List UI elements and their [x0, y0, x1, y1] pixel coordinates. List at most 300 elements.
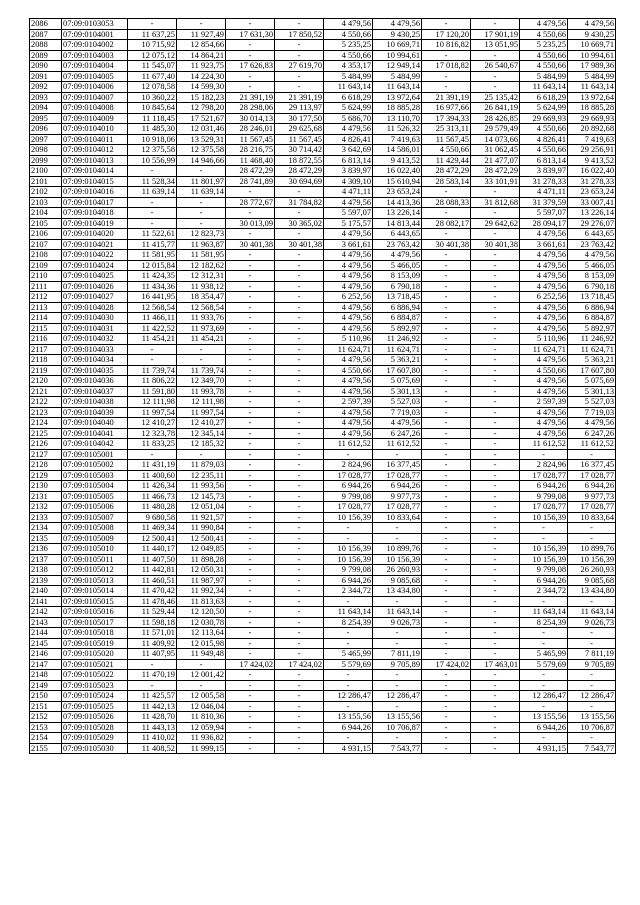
cell-col-9: - — [422, 281, 471, 292]
cell-col-8: - — [373, 680, 422, 691]
cell-col-9: - — [422, 428, 471, 439]
cell-col-6: - — [275, 187, 324, 198]
cell-col-5: - — [226, 19, 275, 30]
cell-col-5: - — [226, 386, 275, 397]
cell-col-11: 9 799,08 — [520, 491, 568, 502]
cell-col-9: - — [422, 586, 471, 597]
cell-col-3: 11 466,73 — [128, 491, 177, 502]
cell-col-6: - — [275, 397, 324, 408]
cell-col-4: 12 001,42 — [177, 670, 226, 681]
table-row — [30, 82, 616, 93]
cell-col-10: - — [471, 481, 520, 492]
table-row — [30, 323, 616, 334]
table-row — [30, 554, 616, 565]
cell-col-10: 31 812,68 — [471, 197, 520, 208]
cell-col-6: - — [275, 533, 324, 544]
cell-col-11: 3 661,61 — [520, 239, 568, 250]
cell-col-11: 4 479,56 — [520, 407, 568, 418]
cell-cadastral-block: 07:09:0104024 — [62, 260, 128, 271]
cell-col-7: 4 479,56 — [324, 124, 373, 135]
cell-col-3: 11 408,52 — [128, 743, 177, 754]
cell-col-4: 11 973,69 — [177, 323, 226, 334]
cell-col-9: - — [422, 512, 471, 523]
cell-col-11: 10 156,39 — [520, 512, 568, 523]
cell-row-number: 2155 — [30, 743, 62, 754]
cell-col-9: 21 391,19 — [422, 92, 471, 103]
cell-col-6: - — [275, 596, 324, 607]
cell-cadastral-block: 07:09:0104039 — [62, 407, 128, 418]
cell-col-8: 11 624,71 — [373, 344, 422, 355]
cell-col-3: 11 422,52 — [128, 323, 177, 334]
cell-col-5: - — [226, 628, 275, 639]
table-row — [30, 680, 616, 691]
cell-col-8: 15 610,94 — [373, 176, 422, 187]
cell-col-9: - — [422, 649, 471, 660]
cell-col-12: 13 226,14 — [568, 208, 616, 219]
cell-col-5: - — [226, 365, 275, 376]
cell-col-10: - — [471, 407, 520, 418]
cell-col-5: - — [226, 82, 275, 93]
cell-col-4: 12 051,04 — [177, 502, 226, 513]
cell-col-12: 10 833,64 — [568, 512, 616, 523]
cell-col-10: - — [471, 544, 520, 555]
cell-cadastral-block: 07:09:0104035 — [62, 365, 128, 376]
cell-col-4: - — [177, 218, 226, 229]
cell-col-6: - — [275, 260, 324, 271]
cell-col-8: 11 612,52 — [373, 439, 422, 450]
cell-col-7: 4 479,56 — [324, 386, 373, 397]
cell-cadastral-block: 07:09:0104009 — [62, 113, 128, 124]
cell-row-number: 2091 — [30, 71, 62, 82]
cell-col-5: 28 216,75 — [226, 145, 275, 156]
cell-col-11: 4 479,56 — [520, 19, 568, 30]
cell-col-3: 16 441,95 — [128, 292, 177, 303]
cell-row-number: 2099 — [30, 155, 62, 166]
cell-col-10: - — [471, 439, 520, 450]
cell-col-7: 4 479,56 — [324, 323, 373, 334]
cell-col-8: 13 434,80 — [373, 586, 422, 597]
cell-col-12: 6 443,65 — [568, 229, 616, 240]
cell-col-3: 10 715,92 — [128, 40, 177, 51]
cell-col-3: - — [128, 449, 177, 460]
cell-row-number: 2144 — [30, 628, 62, 639]
cell-col-11: 4 479,56 — [520, 386, 568, 397]
cell-col-5: - — [226, 607, 275, 618]
cell-col-7: - — [324, 523, 373, 534]
table-row — [30, 376, 616, 387]
cell-col-8: 6 944,26 — [373, 481, 422, 492]
cell-col-9: - — [422, 607, 471, 618]
cell-col-4: 12 015,98 — [177, 638, 226, 649]
cell-col-10: - — [471, 701, 520, 712]
cell-col-8: 23 653,24 — [373, 187, 422, 198]
cell-col-9: 28 472,29 — [422, 166, 471, 177]
cell-row-number: 2110 — [30, 271, 62, 282]
cell-cadastral-block: 07:09:0104025 — [62, 271, 128, 282]
cell-row-number: 2128 — [30, 460, 62, 471]
cell-col-8: 17 028,77 — [373, 470, 422, 481]
cell-col-11: - — [520, 638, 568, 649]
cell-col-7: 4 479,56 — [324, 418, 373, 429]
cell-col-4: 12 312,31 — [177, 271, 226, 282]
cell-col-7: 4 479,56 — [324, 355, 373, 366]
cell-row-number: 2141 — [30, 596, 62, 607]
cell-row-number: 2137 — [30, 554, 62, 565]
cell-cadastral-block: 07:09:0105023 — [62, 680, 128, 691]
cell-col-4: 18 354,47 — [177, 292, 226, 303]
cell-col-9: - — [422, 365, 471, 376]
cell-col-7: 4 931,15 — [324, 743, 373, 754]
cell-col-4: 11 810,36 — [177, 712, 226, 723]
cell-col-6: - — [275, 512, 324, 523]
cell-col-8: 10 156,39 — [373, 554, 422, 565]
cell-col-6: - — [275, 40, 324, 51]
cell-row-number: 2100 — [30, 166, 62, 177]
cell-col-8: 9 705,89 — [373, 659, 422, 670]
cell-col-3: 9 680,58 — [128, 512, 177, 523]
table-row — [30, 155, 616, 166]
cell-row-number: 2138 — [30, 565, 62, 576]
cell-col-3: 11 591,80 — [128, 386, 177, 397]
cell-col-12: 9 026,73 — [568, 617, 616, 628]
cell-col-7: 6 813,14 — [324, 155, 373, 166]
cell-row-number: 2093 — [30, 92, 62, 103]
cell-col-8: 6 886,94 — [373, 302, 422, 313]
cell-col-12: 4 479,56 — [568, 19, 616, 30]
cell-col-6: - — [275, 407, 324, 418]
table-row — [30, 733, 616, 744]
cell-col-11: 11 624,71 — [520, 344, 568, 355]
cell-col-7: 3 839,97 — [324, 166, 373, 177]
cell-col-10: - — [471, 523, 520, 534]
cell-col-9: - — [422, 533, 471, 544]
cell-col-3: - — [128, 680, 177, 691]
table-body — [30, 19, 616, 754]
cell-row-number: 2142 — [30, 607, 62, 618]
cell-col-7: 5 686,70 — [324, 113, 373, 124]
cell-cadastral-block: 07:09:0104028 — [62, 302, 128, 313]
cell-col-12: - — [568, 670, 616, 681]
table-row — [30, 197, 616, 208]
cell-col-10: - — [471, 691, 520, 702]
cell-col-11: 6 813,14 — [520, 155, 568, 166]
cell-col-10: - — [471, 733, 520, 744]
cell-row-number: 2149 — [30, 680, 62, 691]
cell-col-4: 11 963,87 — [177, 239, 226, 250]
cell-col-11: 4 550,66 — [520, 145, 568, 156]
cell-col-12: 6 886,94 — [568, 302, 616, 313]
cell-col-3: 11 571,01 — [128, 628, 177, 639]
cell-col-6: - — [275, 386, 324, 397]
cell-col-7: 4 471,11 — [324, 187, 373, 198]
cell-col-12: 6 944,26 — [568, 481, 616, 492]
cell-col-3: 12 500,41 — [128, 533, 177, 544]
cell-col-11: 2 824,96 — [520, 460, 568, 471]
cell-cadastral-block: 07:09:0105009 — [62, 533, 128, 544]
cell-cadastral-block: 07:09:0105017 — [62, 617, 128, 628]
cell-col-7: 4 479,56 — [324, 313, 373, 324]
cell-col-12: 6 247,26 — [568, 428, 616, 439]
cell-col-8: - — [373, 670, 422, 681]
table-row — [30, 533, 616, 544]
cell-col-9: - — [422, 71, 471, 82]
cell-col-11: 4 550,66 — [520, 365, 568, 376]
cell-col-11: 17 028,77 — [520, 502, 568, 513]
cell-col-5: 17 631,30 — [226, 29, 275, 40]
cell-cadastral-block: 07:09:0105024 — [62, 691, 128, 702]
cell-col-4: 14 946,66 — [177, 155, 226, 166]
cell-col-10: - — [471, 680, 520, 691]
cell-col-4: - — [177, 166, 226, 177]
cell-col-6: - — [275, 449, 324, 460]
cell-col-12: 11 246,92 — [568, 334, 616, 345]
cell-col-4: 15 182,23 — [177, 92, 226, 103]
cell-row-number: 2131 — [30, 491, 62, 502]
cell-cadastral-block: 07:09:0105002 — [62, 460, 128, 471]
cell-col-5: - — [226, 428, 275, 439]
table-row — [30, 292, 616, 303]
table-row — [30, 29, 616, 40]
table-row — [30, 386, 616, 397]
cell-col-8: 9 977,73 — [373, 491, 422, 502]
cell-col-9: 16 977,66 — [422, 103, 471, 114]
cell-row-number: 2123 — [30, 407, 62, 418]
cell-col-8: 9 413,52 — [373, 155, 422, 166]
cell-col-8: 23 763,42 — [373, 239, 422, 250]
cell-cadastral-block: 07:09:0105008 — [62, 523, 128, 534]
cell-col-6: 21 391,19 — [275, 92, 324, 103]
cell-col-12: 12 286,47 — [568, 691, 616, 702]
table-row — [30, 397, 616, 408]
table-row — [30, 460, 616, 471]
cell-cadastral-block: 07:09:0104022 — [62, 250, 128, 261]
cell-cadastral-block: 07:09:0105020 — [62, 649, 128, 660]
cell-col-3: - — [128, 218, 177, 229]
cell-col-3: 11 426,34 — [128, 481, 177, 492]
cell-col-4: - — [177, 659, 226, 670]
cell-col-9: - — [422, 334, 471, 345]
cell-col-5: - — [226, 712, 275, 723]
cell-col-4: 12 823,73 — [177, 229, 226, 240]
cell-col-6: - — [275, 208, 324, 219]
cell-col-9: - — [422, 460, 471, 471]
cell-col-11: 4 479,56 — [520, 418, 568, 429]
cell-col-6: 30 694,69 — [275, 176, 324, 187]
cell-col-11: 5 597,07 — [520, 208, 568, 219]
cell-col-11: 4 550,66 — [520, 29, 568, 40]
cell-col-9: - — [422, 187, 471, 198]
cell-col-3: 11 428,70 — [128, 712, 177, 723]
cell-col-10: - — [471, 208, 520, 219]
cell-col-9: - — [422, 554, 471, 565]
cell-col-12: 11 643,14 — [568, 82, 616, 93]
cell-col-7: 2 344,72 — [324, 586, 373, 597]
cell-col-7: 10 156,39 — [324, 544, 373, 555]
table-row — [30, 407, 616, 418]
cell-col-5: - — [226, 439, 275, 450]
cell-col-10: 14 073,66 — [471, 134, 520, 145]
cell-col-5: - — [226, 292, 275, 303]
cell-col-8: - — [373, 701, 422, 712]
cell-col-3: 11 677,40 — [128, 71, 177, 82]
cell-col-11: 4 479,56 — [520, 302, 568, 313]
cell-col-9: - — [422, 502, 471, 513]
cell-col-4: 11 999,15 — [177, 743, 226, 754]
cell-row-number: 2122 — [30, 397, 62, 408]
cell-col-9: - — [422, 439, 471, 450]
cell-col-11: 4 931,15 — [520, 743, 568, 754]
cell-col-9: - — [422, 701, 471, 712]
cell-col-4: - — [177, 449, 226, 460]
table-row — [30, 166, 616, 177]
cell-col-3: 11 415,77 — [128, 239, 177, 250]
cell-col-6: - — [275, 607, 324, 618]
cell-col-8: 4 479,56 — [373, 250, 422, 261]
cell-cadastral-block: 07:09:0105026 — [62, 712, 128, 723]
cell-col-3: 11 522,61 — [128, 229, 177, 240]
cell-col-4: 12 005,58 — [177, 691, 226, 702]
cell-col-8: - — [373, 533, 422, 544]
cell-col-3: 12 323,78 — [128, 428, 177, 439]
cell-col-10: - — [471, 323, 520, 334]
cell-col-5: - — [226, 250, 275, 261]
cell-col-12: 10 669,71 — [568, 40, 616, 51]
cell-col-7: 5 465,99 — [324, 649, 373, 660]
cell-col-9: - — [422, 481, 471, 492]
cell-col-8: 11 526,32 — [373, 124, 422, 135]
cell-col-5: - — [226, 376, 275, 387]
cell-col-11: 31 278,33 — [520, 176, 568, 187]
cell-col-5: - — [226, 407, 275, 418]
cell-col-4: 11 879,03 — [177, 460, 226, 471]
cell-col-5: - — [226, 187, 275, 198]
cell-col-11: 5 235,25 — [520, 40, 568, 51]
cell-cadastral-block: 07:09:0105005 — [62, 491, 128, 502]
cell-col-3: 11 470,19 — [128, 670, 177, 681]
cell-col-12: 17 989,36 — [568, 61, 616, 72]
table-row — [30, 71, 616, 82]
cell-cadastral-block: 07:09:0104007 — [62, 92, 128, 103]
cell-col-12: - — [568, 596, 616, 607]
cell-col-6: 31 784,82 — [275, 197, 324, 208]
cell-col-5: - — [226, 565, 275, 576]
cell-col-8: 5 892,97 — [373, 323, 422, 334]
table-row — [30, 701, 616, 712]
cell-col-3: 10 556,99 — [128, 155, 177, 166]
cell-col-4: 11 993,78 — [177, 386, 226, 397]
table-row — [30, 722, 616, 733]
cell-col-3: 12 568,54 — [128, 302, 177, 313]
cell-col-9: - — [422, 260, 471, 271]
cell-col-9: - — [422, 250, 471, 261]
cell-cadastral-block: 07:09:0105028 — [62, 722, 128, 733]
cell-col-3: 11 545,07 — [128, 61, 177, 72]
cell-col-7: - — [324, 449, 373, 460]
cell-col-5: - — [226, 71, 275, 82]
cell-col-8: 5 466,05 — [373, 260, 422, 271]
cell-col-6: - — [275, 439, 324, 450]
cell-col-9: - — [422, 386, 471, 397]
cell-col-11: 31 379,59 — [520, 197, 568, 208]
table-row — [30, 61, 616, 72]
cell-col-5: - — [226, 586, 275, 597]
cell-col-4: 12 235,11 — [177, 470, 226, 481]
cell-col-11: 4 550,66 — [520, 61, 568, 72]
table-row — [30, 260, 616, 271]
cell-col-5: 30 013,09 — [226, 218, 275, 229]
cell-col-3: 11 460,51 — [128, 575, 177, 586]
cell-col-7: 11 643,14 — [324, 82, 373, 93]
cell-col-11: 17 028,77 — [520, 470, 568, 481]
cell-col-6: 11 567,45 — [275, 134, 324, 145]
cell-col-4: 12 059,94 — [177, 722, 226, 733]
cell-col-7: 5 597,07 — [324, 208, 373, 219]
cell-col-4: 12 145,73 — [177, 491, 226, 502]
cell-col-3: - — [128, 659, 177, 670]
cell-col-6: - — [275, 365, 324, 376]
cell-col-6: - — [275, 638, 324, 649]
cell-col-7: 6 252,56 — [324, 292, 373, 303]
cell-col-4: 11 993,56 — [177, 481, 226, 492]
cell-col-6: - — [275, 355, 324, 366]
cell-col-9: - — [422, 271, 471, 282]
cell-col-6: - — [275, 418, 324, 429]
cell-col-5: - — [226, 313, 275, 324]
cell-col-4: 12 120,50 — [177, 607, 226, 618]
cell-col-12: 5 363,21 — [568, 355, 616, 366]
cell-col-9: - — [422, 743, 471, 754]
table-row — [30, 229, 616, 240]
cell-col-9: - — [422, 617, 471, 628]
cell-col-3: 11 400,60 — [128, 470, 177, 481]
cell-col-11: 8 254,39 — [520, 617, 568, 628]
cell-col-6: - — [275, 733, 324, 744]
table-row — [30, 712, 616, 723]
cell-col-6: - — [275, 481, 324, 492]
cell-col-6: - — [275, 281, 324, 292]
cell-col-12: 29 256,91 — [568, 145, 616, 156]
cell-col-3: 11 466,11 — [128, 313, 177, 324]
cell-col-7: 5 110,96 — [324, 334, 373, 345]
cell-col-5: - — [226, 281, 275, 292]
cell-col-12: 11 643,14 — [568, 607, 616, 618]
cell-col-9: - — [422, 82, 471, 93]
cell-cadastral-block: 07:09:0104036 — [62, 376, 128, 387]
cell-row-number: 2090 — [30, 61, 62, 72]
cell-col-12: 10 706,87 — [568, 722, 616, 733]
cell-col-6: - — [275, 313, 324, 324]
cell-col-8: 7 719,03 — [373, 407, 422, 418]
cell-col-7: 4 479,56 — [324, 260, 373, 271]
cell-col-8: 12 286,47 — [373, 691, 422, 702]
table-row — [30, 355, 616, 366]
cell-col-10: - — [471, 334, 520, 345]
cell-col-11: - — [520, 670, 568, 681]
cell-col-5: - — [226, 554, 275, 565]
cell-col-10: - — [471, 512, 520, 523]
cell-col-9: - — [422, 376, 471, 387]
cell-cadastral-block: 07:09:0104013 — [62, 155, 128, 166]
cell-col-6: - — [275, 575, 324, 586]
cell-cadastral-block: 07:09:0104033 — [62, 344, 128, 355]
cell-col-12: 7 543,77 — [568, 743, 616, 754]
cell-row-number: 2094 — [30, 103, 62, 114]
cell-col-12: 5 892,97 — [568, 323, 616, 334]
cell-col-4: 11 938,12 — [177, 281, 226, 292]
cell-col-9: - — [422, 313, 471, 324]
cell-col-5: - — [226, 302, 275, 313]
cell-col-7: 13 155,56 — [324, 712, 373, 723]
